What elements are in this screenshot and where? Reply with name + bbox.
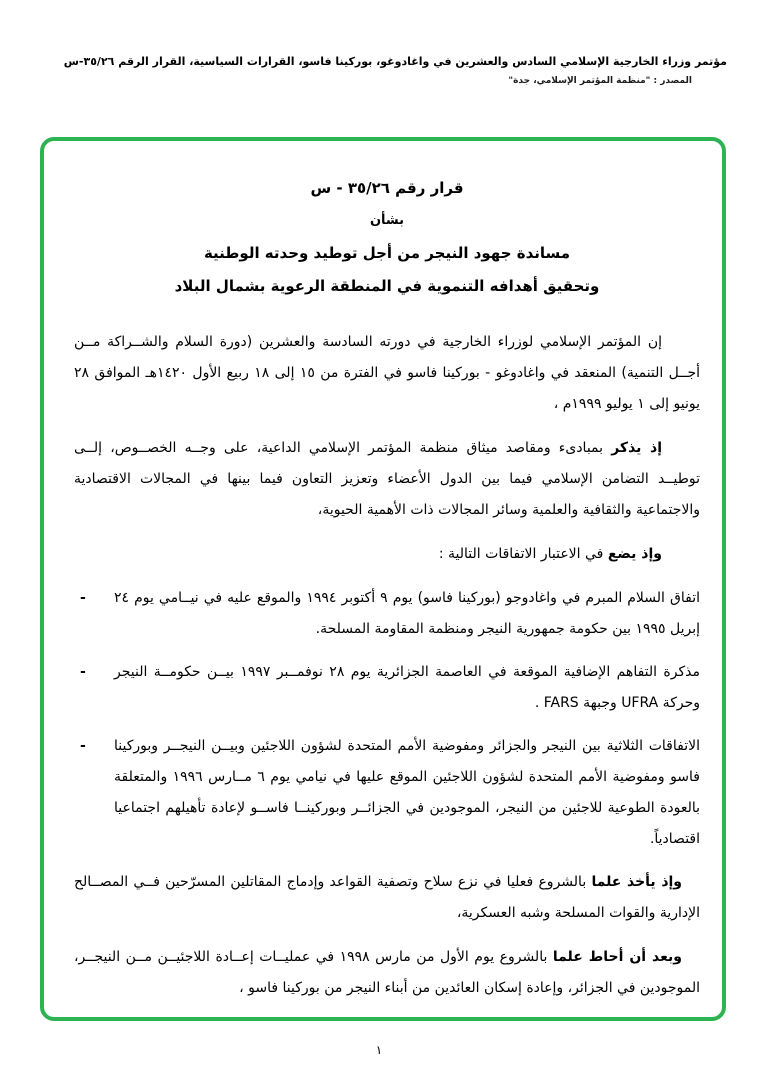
agreements-list	[74, 583, 700, 855]
dash-marker: -	[80, 590, 86, 606]
page-number: ١	[375, 1043, 383, 1057]
title-block	[74, 171, 700, 303]
list-item-agreement-3	[74, 731, 700, 855]
resolution-number: قرار رقم ٣٥/٢٦ - س	[310, 179, 464, 197]
paragraph-text: بالشروع يوم الأول من مارس ١٩٩٨ في عمليــات إعــادة اللاجئيــن مــن النيجــر، الموجودين في الجزائر، وإعادة إسكان العائدين من أبناء النيجر من بوركينا فاسو ،	[74, 949, 700, 996]
taking-note-paragraph	[74, 867, 700, 929]
paragraph-lead: وبعد أن أحاط علما	[552, 949, 682, 965]
title-subject-line1: مساندة جهود النيجر من أجل توطيد وحدته الوطنية	[203, 244, 571, 262]
title-regarding: بشأن	[369, 213, 405, 228]
list-item-agreement-1	[74, 583, 700, 645]
dash-marker: -	[80, 738, 86, 754]
considering-paragraph	[74, 539, 700, 570]
dash-marker: -	[80, 664, 86, 680]
paragraph-lead: إذ يذكر	[611, 440, 662, 456]
title-subject-line2: وتحقيق أهدافه التنموية في المنطقة الرعوية بشمال البلاد	[174, 277, 600, 295]
paragraph-lead: وإذ يأخذ علما	[591, 874, 683, 890]
list-item-agreement-2	[74, 657, 700, 719]
document-frame	[40, 137, 726, 1021]
list-item-text: مذكرة التفاهم الإضافية الموقعة في العاصمة الجزائرية يوم ٢٨ نوفمــبر ١٩٩٧ بيــن حكومــة النيجر وحركة UFRA وجبهة FARS .	[114, 664, 701, 711]
having-noted-paragraph	[74, 942, 700, 1004]
paragraph-lead: وإذ يضع	[607, 546, 662, 562]
list-item-text: اتفاق السلام المبرم في واغادوجو (بوركينا فاسو) يوم ٩ أكتوبر ١٩٩٤ والموقع عليه في نيــامي يوم ٢٤ إبريل ١٩٩٥ بين حكومة جمهورية النيجر ومنظمة المقاومة المسلحة.	[114, 590, 700, 637]
paragraph-text: في الاعتبار الاتفاقات التالية :	[438, 546, 608, 562]
paragraph-text: بمبادىء ومقاصد ميثاق منظمة المؤتمر الإسلامي الداعية، على وجــه الخصــوص، إلــى توطيــد التضامن الإسلامي فيما بين الدول الأعضاء وتعزيز التعاون فيما بينها في المجالات الاقتصادية والاجتماعية والثقافية والعلمية وسائر المجالات ذات الأهمية الحيوية،	[74, 440, 700, 518]
list-item-text: الاتفاقات الثلاثية بين النيجر والجزائر ومفوضية الأمم المتحدة لشؤون اللاجئين وبيــن النيجــر وبوركينا فاسو ومفوضية الأمم المتحدة لشؤون اللاجئين الموقع عليها في نيامي يوم ٦ مــارس ١٩٩٦ والمتعلقة بالعودة الطوعية للاجئين من النيجر، الموجودين في الجزائــر وبوركينــا فاســو لإعادة تأهيلهم اجتماعيا اقتصادياً.	[114, 738, 700, 847]
document-header: مؤتمر وزراء الخارجية الإسلامي السادس والعشرين في واغادوغو، بوركينا فاسو، القرارات السياسية، القرار الرقم ٣٥/٢٦-س	[63, 55, 727, 68]
source-line: المصدر : "منظمة المؤتمر الإسلامي، جدة"	[508, 76, 692, 86]
preamble-paragraph	[74, 327, 700, 420]
paragraph-text: بالشروع فعليا في نزع سلاح وتصفية القواعد وإدماج المقاتلين المسرّحين فــي المصــالح الإدارية والقوات المسلحة وشبه العسكرية،	[74, 874, 700, 921]
paragraph-text: إن المؤتمر الإسلامي لوزراء الخارجية في دورته السادسة والعشرين (دورة السلام والشــراكة مــن أجــل التنمية) المنعقد في واغادوغو - بوركينا فاسو في الفترة من ١٥ إلى ١٨ ربيع الأول ١٤٢٠هـ الموافق ٢٨ يونيو إلى ١ يوليو ١٩٩٩م ،	[74, 334, 701, 412]
recalling-paragraph	[74, 433, 700, 526]
